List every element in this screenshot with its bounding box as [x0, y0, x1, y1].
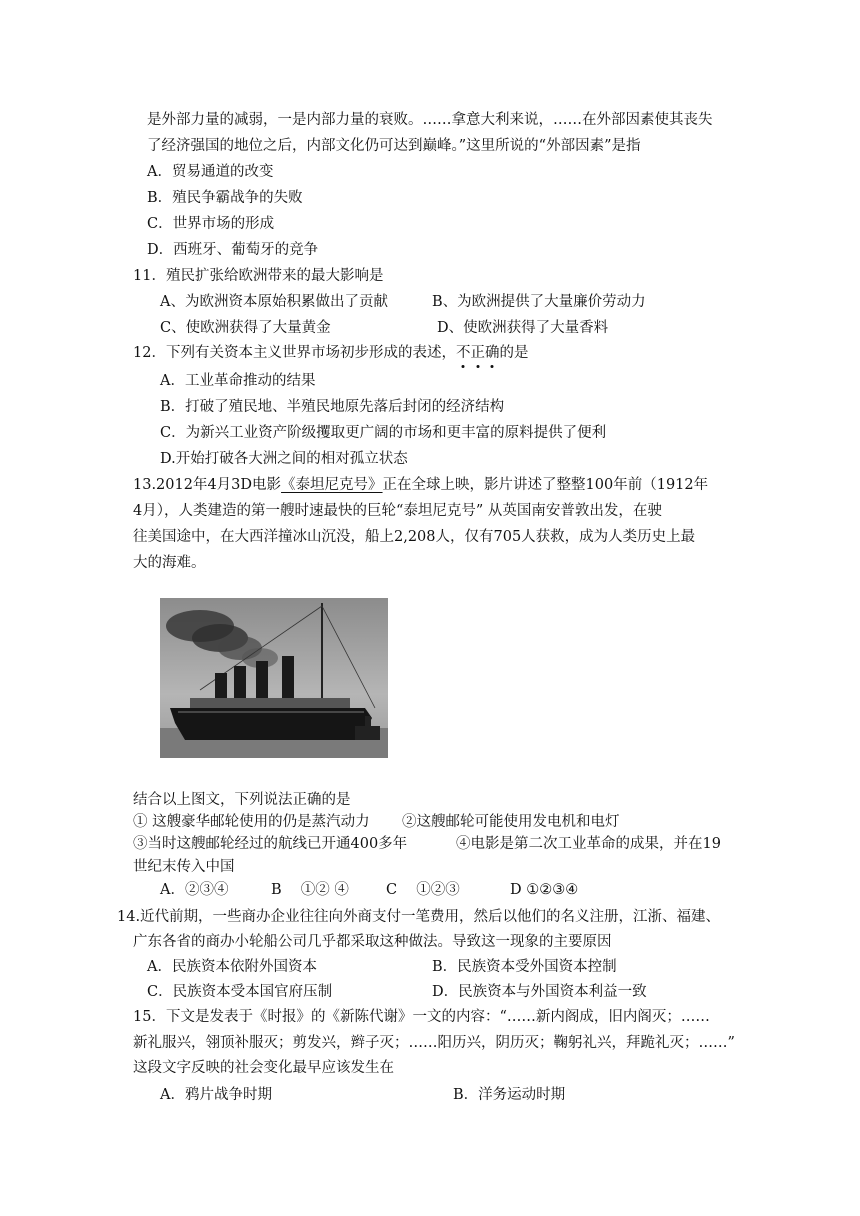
- option-b: B．打破了殖民地、半殖民地原先落后封闭的经济结构: [160, 399, 505, 415]
- option-a: A、为欧洲资本原始积累做出了贡献: [160, 294, 388, 310]
- stem-text: 的是: [499, 345, 529, 361]
- question-13-stem: 往美国途中，在大西洋撞冰山沉没，船上2,208人，仅有705人获救，成为人类历史上最: [133, 529, 696, 545]
- option-a: A．②③④: [160, 882, 229, 898]
- question-11-stem: 11．殖民扩张给欧洲带来的最大影响是: [133, 268, 384, 284]
- option-b: B．洋务运动时期: [453, 1087, 566, 1103]
- option-d: D．西班牙、葡萄牙的竞争: [147, 242, 319, 258]
- option-b: B ①② ④: [271, 882, 349, 898]
- option-a: A．贸易通道的改变: [147, 164, 274, 180]
- statement-1: ① 这艘豪华邮轮使用的仍是蒸汽动力: [133, 814, 370, 830]
- statement-3: ③当时这艘邮轮经过的航线已开通400多年: [133, 836, 408, 852]
- question-15-stem: 这段文字反映的社会变化最早应该发生在: [133, 1060, 394, 1076]
- option-a: A．民族资本依附外国资本: [147, 959, 317, 975]
- option-d: D ①②③④: [510, 882, 579, 898]
- emphasis-char: 不: [455, 345, 471, 361]
- option-c: C．为新兴工业资产阶级攫取更广阔的市场和更丰富的原料提供了便利: [160, 425, 607, 441]
- option-a: A．工业革命推动的结果: [160, 373, 316, 389]
- statement-4: ④电影是第二次工业革命的成果，并在19: [456, 836, 721, 852]
- question-14-stem: 广东各省的商办小轮船公司几乎都采取这种做法。导致这一现象的主要原因: [133, 934, 612, 950]
- option-b: B．殖民争霸战争的失败: [147, 190, 303, 206]
- option-d: D．民族资本与外国资本利益一致: [432, 984, 647, 1000]
- question-13-stem: [133, 475, 708, 495]
- passage-line: 是外部力量的减弱，一是内部力量的衰败。……拿意大利来说，……在外部因素使其丧失: [147, 112, 713, 128]
- option-b: B．民族资本受外国资本控制: [432, 959, 617, 975]
- emphasis-char: 正: [470, 345, 485, 361]
- option-d: D、使欧洲获得了大量香料: [437, 320, 609, 336]
- option-a: A．鸦片战争时期: [160, 1087, 272, 1103]
- titanic-photo: [160, 598, 388, 758]
- question-13-prompt: 结合以上图文，下列说法正确的是: [133, 792, 351, 808]
- option-c: C．民族资本受本国官府压制: [147, 984, 333, 1000]
- question-12-stem: [133, 343, 528, 363]
- option-d: D.开始打破各大洲之间的相对孤立状态: [160, 451, 408, 467]
- stem-text: 13.2012年4月3D电影: [133, 477, 282, 493]
- film-title: 《泰坦尼克号》: [281, 477, 383, 493]
- passage-line: 了经济强国的地位之后，内部文化仍可达到巅峰。”这里所说的“外部因素”是指: [147, 138, 641, 154]
- option-c: C ①②③: [386, 882, 460, 898]
- stem-text: 12．下列有关资本主义世界市场初步形成的表述，: [133, 345, 456, 361]
- question-14-stem: 14.近代前期，一些商办企业往往向外商支付一笔费用，然后以他们的名义注册，江浙、福建、: [117, 909, 721, 925]
- question-15-stem: 15．下文是发表于《时报》的《新陈代谢》一文的内容：“……新内阁成，旧内阁灭；……: [133, 1009, 710, 1025]
- question-13-stem: 4月），人类建造的第一艘时速最快的巨轮“泰坦尼克号” 从英国南安普敦出发，在驶: [133, 503, 662, 519]
- stem-text: 正在全球上映，影片讲述了整整100年前（1912年: [382, 477, 709, 493]
- question-15-stem: 新礼服兴，翎顶补服灭；剪发兴，辫子灭；……阳历兴，阴历灭；鞠躬礼兴，拜跪礼灭；……”: [133, 1035, 735, 1051]
- question-13-stem: 大的海难。: [133, 555, 206, 571]
- emphasis-char: 确: [484, 345, 500, 361]
- statement-2: ②这艘邮轮可能使用发电机和电灯: [402, 814, 620, 830]
- option-b: B、为欧洲提供了大量廉价劳动力: [432, 294, 646, 310]
- option-c: C、使欧洲获得了大量黄金: [160, 320, 331, 336]
- option-c: C．世界市场的形成: [147, 216, 275, 232]
- statement-4: 世纪末传入中国: [133, 859, 235, 875]
